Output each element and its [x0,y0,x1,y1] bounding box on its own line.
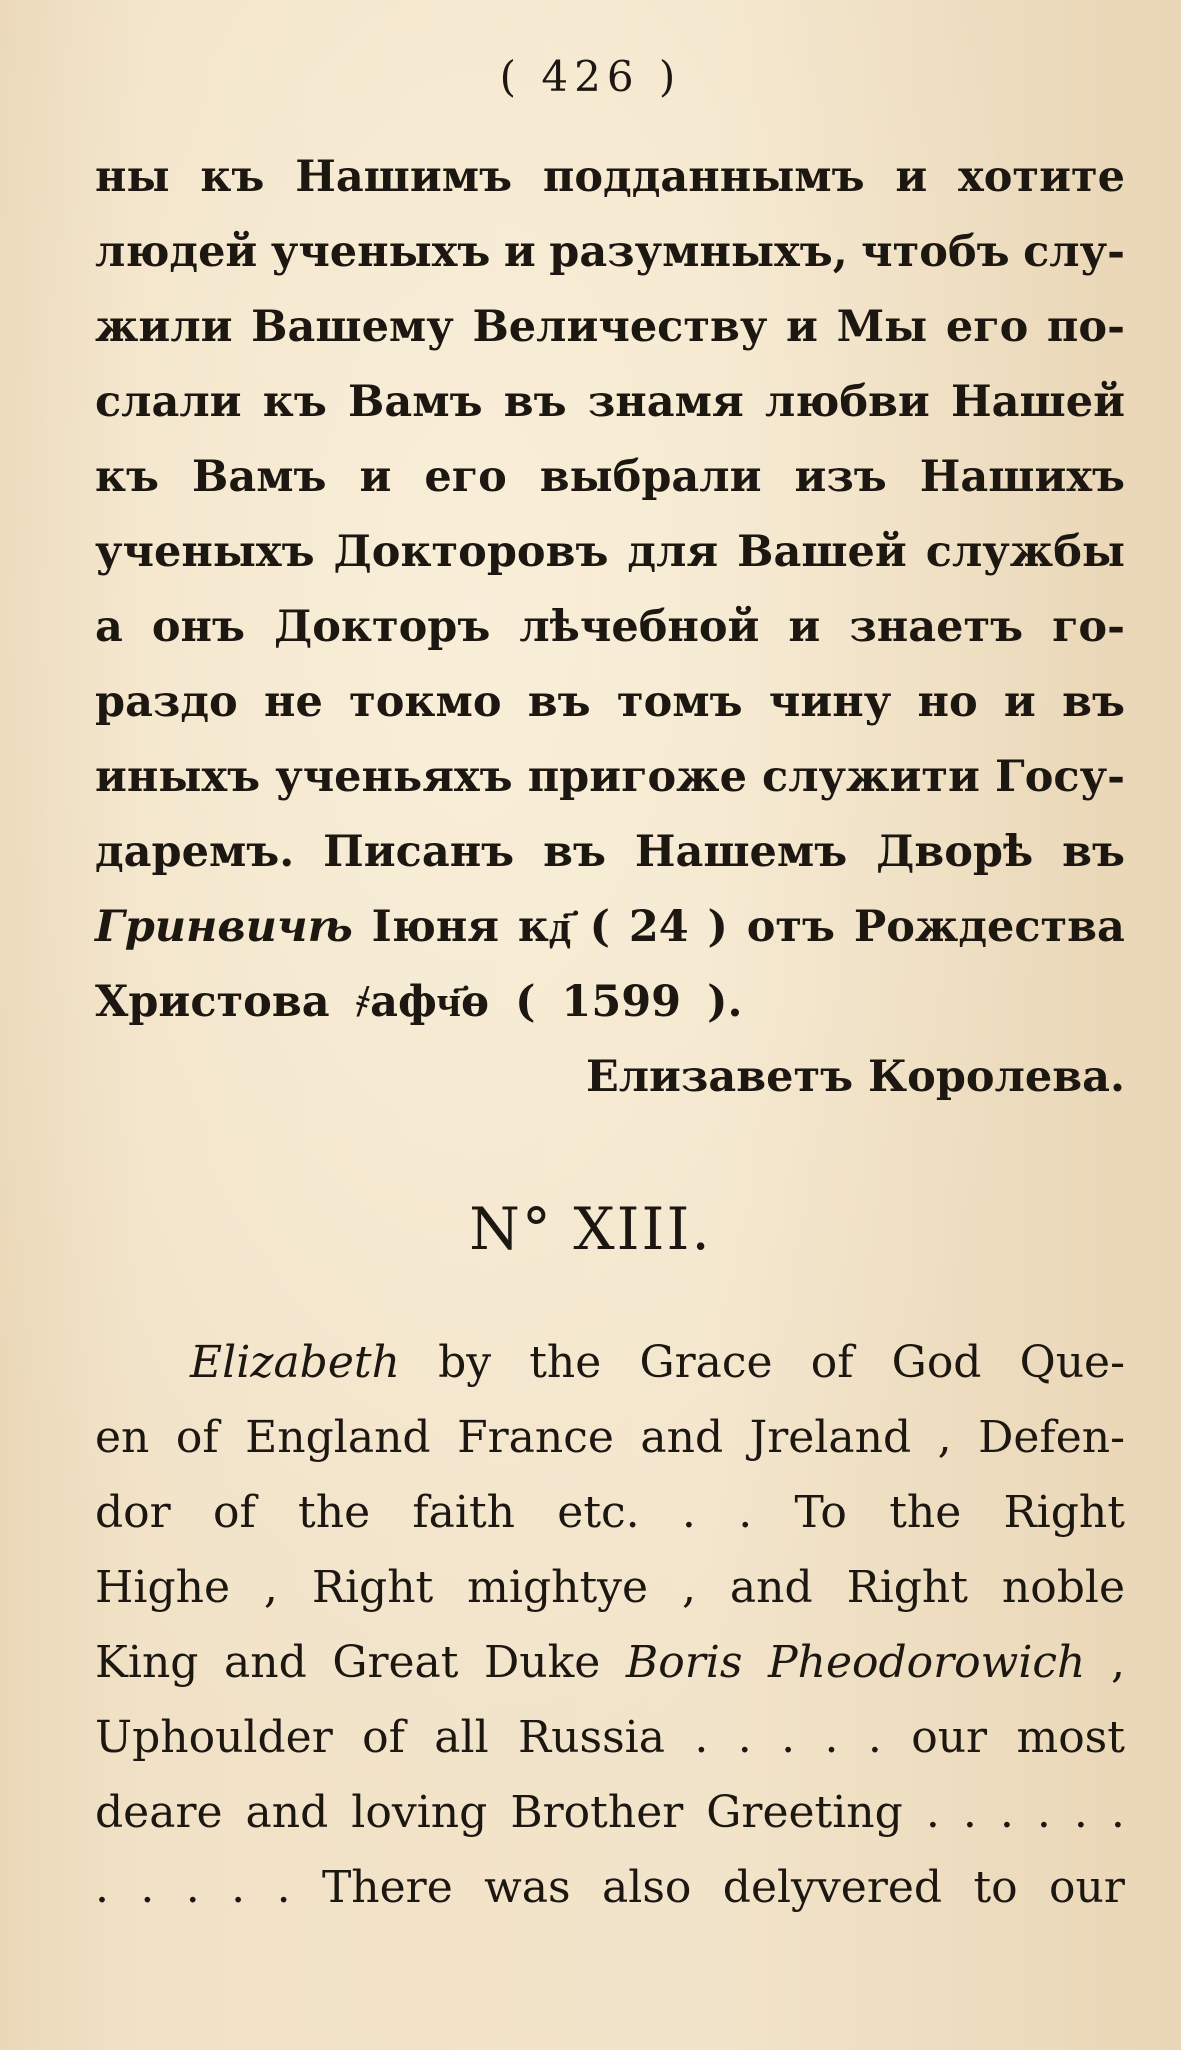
word: ( [589,902,610,952]
word: Iюня [371,902,500,952]
word: Докторъ [273,602,491,652]
word: . [95,1862,109,1913]
word: и [786,302,818,352]
word: Elizabeth [190,1337,400,1388]
word: deare [95,1787,223,1838]
word: слу- [1023,227,1125,277]
word: слали [95,377,242,427]
text-line [95,740,1125,815]
word: Brother [510,1787,684,1838]
word: Boris [625,1637,743,1688]
text-line [95,1550,1125,1625]
word: его [424,452,507,502]
text-line [95,590,1125,665]
word: Russia [518,1712,665,1763]
word: отъ [746,902,836,952]
text-line [95,1625,1125,1700]
word: Гринвичѣ [95,902,353,952]
word: etc. [557,1487,640,1538]
text-line [95,1775,1125,1850]
word: Вамъ [348,377,483,427]
word: Писанъ [323,827,515,877]
word: Величеству [472,302,768,352]
word: го- [1052,602,1125,652]
word: . [999,1787,1014,1838]
text-line [95,665,1125,740]
word: . [962,1787,977,1838]
word: Докторовъ [333,527,609,577]
word: France [457,1412,614,1463]
word: ученыхъ [95,527,315,577]
word: въ [1062,827,1125,877]
word: раздо [95,677,238,727]
word: лѣчебной [519,602,760,652]
word: подданнымъ [542,152,865,202]
word: Вашей [737,527,907,577]
word: To [794,1487,847,1538]
word: Greeting [706,1787,903,1838]
text-line [95,965,1125,1040]
word: , [937,1412,952,1463]
word: to [973,1862,1018,1913]
word: Grace [639,1337,773,1388]
word: Дворѣ [876,827,1034,877]
word: Great [332,1637,459,1688]
word: Нашей [951,377,1125,427]
word: , [263,1562,278,1613]
word: God [891,1337,982,1388]
word: жили [95,302,233,352]
word: 1599 [561,977,682,1027]
word: loving [351,1787,488,1838]
word: людей [95,227,258,277]
word: изъ [794,452,887,502]
page-number: ( 426 ) [499,52,682,101]
word: Uphoulder [95,1712,333,1763]
word: Мы [836,302,928,352]
word: любви [764,377,930,427]
text-line [95,815,1125,890]
word: by [438,1337,492,1388]
word: хотите [958,152,1125,202]
word: Нашимъ [295,152,513,202]
word: faith [412,1487,515,1538]
word: чтобъ [861,227,1010,277]
word: ученьяхъ [275,752,513,802]
word: our [911,1712,988,1763]
word: en [95,1412,150,1463]
document-heading: N° XIII. [469,1195,712,1263]
word: . [185,1862,200,1913]
word: ) [707,902,728,952]
word: Госу- [995,752,1125,802]
word: Right [846,1562,968,1613]
word: Pheodorowich [768,1637,1086,1688]
russian-letter-text [95,140,1125,1115]
word: Рождества [853,902,1125,952]
text-line [95,1400,1125,1475]
word: Defen- [978,1412,1125,1463]
word: King [95,1637,199,1688]
word: но [917,677,978,727]
word: въ [1062,677,1125,727]
word: also [602,1862,692,1913]
english-letter-text [95,1325,1125,1925]
word: и [503,227,536,277]
word: the [298,1487,371,1538]
word: and [245,1787,329,1838]
word: . [276,1862,291,1913]
word: а [95,602,123,652]
word: въ [503,377,567,427]
word: ны [95,152,170,202]
text-line [95,215,1125,290]
word: и [788,602,821,652]
word: для [627,527,719,577]
text-line [95,515,1125,590]
text-line [95,1475,1125,1550]
word: of [175,1412,219,1463]
word: не [263,677,323,727]
word: and [729,1562,813,1613]
word: . [1073,1787,1088,1838]
word: къ [95,452,160,502]
word: our [1049,1862,1125,1913]
word: . [867,1712,882,1763]
word: и [359,452,392,502]
word: delyvered [722,1862,943,1913]
word: въ [527,677,591,727]
word: noble [1001,1562,1125,1613]
word: . [925,1787,940,1838]
word: даремъ. [95,827,295,877]
word: въ [543,827,606,877]
word: Right [311,1562,434,1613]
word: и [1003,677,1036,727]
word: . [824,1712,839,1763]
word: of [810,1337,854,1388]
word: Нашихъ [919,452,1125,502]
word: Нашемъ [634,827,848,877]
word: знаетъ [849,602,1024,652]
word: его [945,302,1029,352]
word: , [681,1562,696,1613]
word: ученыхъ [270,227,491,277]
word: . [681,1487,696,1538]
word: . [140,1862,155,1913]
word: къ [262,377,327,427]
word: выбрали [539,452,762,502]
word: Duke [484,1637,601,1688]
text-line [95,290,1125,365]
word: ). [707,977,743,1027]
word: пригоже [527,752,747,802]
word: mightye [467,1562,649,1613]
word: чину [768,677,892,727]
word: all [434,1712,489,1763]
word: служити [762,752,980,802]
word: иныхъ [95,752,261,802]
text-line [95,1700,1125,1775]
word: ( [515,977,536,1027]
word: . [781,1712,796,1763]
word: Right [1003,1487,1125,1538]
word: Que- [1019,1337,1125,1388]
word: къ [200,152,265,202]
word: по- [1046,302,1125,352]
word: Вамъ [192,452,327,502]
word: and [640,1412,724,1463]
word: томъ [616,677,743,727]
word: most [1016,1712,1125,1763]
text-line [95,365,1125,440]
text-line [95,1325,1125,1400]
word: , [1110,1637,1125,1688]
signature-line [95,1040,1125,1115]
word: знамя [587,377,744,427]
word: кд҃ [517,902,571,952]
word: of [362,1712,405,1763]
word: Христова [95,977,330,1027]
text-line [95,440,1125,515]
word: There [321,1862,453,1913]
text-line [95,890,1125,965]
word: . [1036,1787,1051,1838]
word: . [737,1712,752,1763]
word: ҂афч҃ѳ [355,977,490,1027]
word: онъ [151,602,245,652]
word: the [889,1487,962,1538]
word: . [738,1487,753,1538]
word: was [484,1862,571,1913]
word: . [694,1712,709,1763]
word: and [224,1637,307,1688]
text-line [95,140,1125,215]
text-line [95,1850,1125,1925]
word: Вашему [251,302,454,352]
word: токмо [349,677,502,727]
word: Jreland [749,1412,912,1463]
word: службы [925,527,1125,577]
word: of [212,1487,256,1538]
word: Highe [95,1562,230,1613]
word: и [895,152,928,202]
signature: Елизаветъ Королева. [585,1052,1125,1102]
word: разумныхъ, [549,227,848,277]
word: . [231,1862,246,1913]
word: the [529,1337,602,1388]
word: . [1110,1787,1125,1838]
word: dor [95,1487,171,1538]
word: 24 [628,902,689,952]
word: England [245,1412,431,1463]
